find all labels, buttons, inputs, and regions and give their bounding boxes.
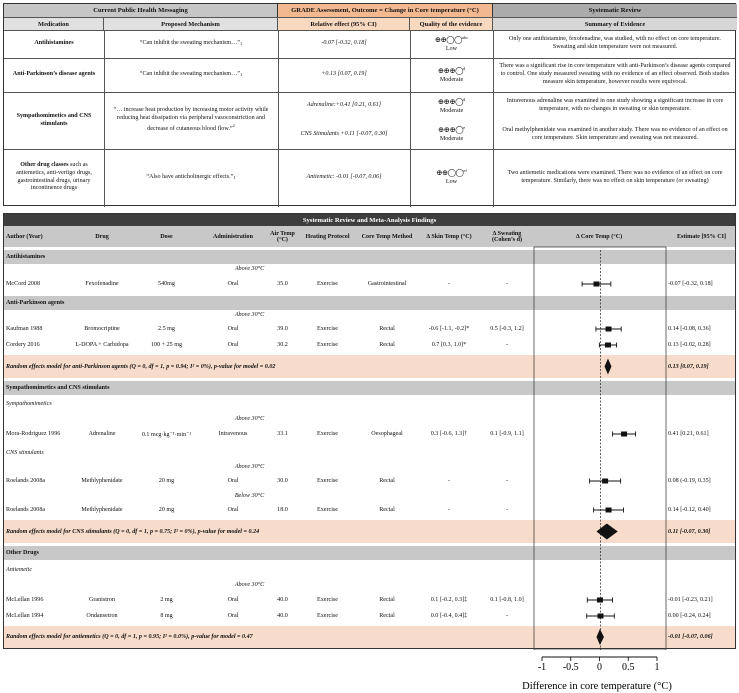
cell-admin: Oral bbox=[227, 507, 239, 513]
cell-air: 30.0 bbox=[277, 478, 288, 484]
temp-group: Below 30°C bbox=[234, 493, 265, 499]
temp-group: Above 30°C bbox=[234, 312, 265, 318]
table-row bbox=[4, 608, 735, 624]
cell-dose: 2 mg bbox=[160, 597, 173, 603]
cell-drug: L-DOPA + Carbidopa bbox=[75, 341, 129, 348]
table-row bbox=[4, 337, 735, 353]
temp-group: Above 30°C bbox=[234, 266, 265, 272]
col-method: Core Temp Method bbox=[361, 233, 413, 240]
cell-protocol: Exercise bbox=[317, 478, 338, 484]
temp-group: Above 30°C bbox=[234, 464, 265, 470]
col-core: Δ Core Temp (°C) bbox=[575, 233, 623, 240]
table-row bbox=[4, 425, 735, 443]
cell-method: Oesophageal bbox=[371, 431, 403, 437]
cell-estimate: 0.08 (-0.19, 0.35] bbox=[668, 478, 711, 484]
col-skin: Δ Skin Temp (°C) bbox=[426, 233, 472, 240]
cell-estimate: -0.01 [-0.23, 0.21] bbox=[668, 597, 713, 603]
cell-sweat: 0.1 [-0.9, 1.1] bbox=[490, 431, 524, 437]
cell-admin: Intravenous bbox=[218, 431, 248, 437]
row-effect: -0.07 [-0.32, 0.18] bbox=[321, 40, 367, 47]
cell-method: Rectal bbox=[379, 613, 395, 619]
cell-drug: Fexofenadine bbox=[85, 281, 119, 287]
cell-sweat: - bbox=[505, 478, 509, 484]
cell-author: Cordery 2016 bbox=[6, 342, 40, 348]
x-tick-label: 0.5 bbox=[622, 662, 635, 673]
cell-protocol: Exercise bbox=[317, 613, 338, 619]
section-sympathomimetics: Sympathomimetics and CNS stimulants bbox=[4, 381, 735, 395]
x-axis-label: Difference in core temperature (°C) bbox=[522, 681, 672, 692]
table-row bbox=[4, 592, 735, 608]
row-quality: ⊕⊕◯◯$^{ef}$ Low bbox=[436, 168, 467, 186]
cell-air: 30.2 bbox=[277, 342, 288, 348]
row-medication: Anti-Parkinson’s disease agents bbox=[12, 71, 96, 78]
cell-skin: - bbox=[447, 478, 451, 484]
cell-dose: 20 mg bbox=[158, 478, 175, 484]
row-summary-adrenaline: Intravenous adrenaline was examined in one study showing a significant increase in core temperature, with no changes in sweating or skin temperature. bbox=[506, 98, 724, 112]
random-effects-estimate: 0.13 [0.07, 0.19] bbox=[668, 363, 709, 370]
col-dose: Dose bbox=[160, 233, 173, 240]
section-antihistamines: Antihistamines bbox=[4, 250, 735, 264]
row-quality-adrenaline: ⊕⊕⊕◯$^d$ Moderate bbox=[437, 96, 466, 114]
cell-protocol: Exercise bbox=[317, 281, 338, 287]
row-medication: Antihistamines bbox=[34, 40, 74, 47]
cell-drug: Bromocriptine bbox=[84, 326, 120, 332]
cell-admin: Oral bbox=[227, 613, 239, 619]
cell-skin: 0.3 [-0.6, 1.3]† bbox=[430, 431, 468, 437]
meta-title: Systematic Review and Meta-Analysis Findings bbox=[4, 214, 735, 226]
subgroup-label: CNS stimulants bbox=[6, 450, 44, 456]
cell-dose: 20 mg bbox=[158, 507, 175, 513]
temp-group: Above 30°C bbox=[234, 582, 265, 588]
col-protocol: Heating Protocol bbox=[305, 233, 350, 240]
table-row bbox=[4, 275, 735, 293]
x-tick-label: -1 bbox=[537, 662, 547, 673]
cell-estimate: 0.00 [-0.24, 0.24] bbox=[668, 613, 711, 619]
row-summary: There was a significant rise in core temperature with anti-Parkinson’s disease agents compared to control. One study measured sweating with no evidence of an effect observed. Both studies measure skin temperature, however results were equivocal. bbox=[499, 63, 731, 85]
cell-protocol: Exercise bbox=[317, 431, 338, 437]
cell-drug: Ondansetron bbox=[86, 613, 118, 619]
section-other-drugs: Other Drugs bbox=[4, 546, 735, 560]
x-tick-label: 1 bbox=[654, 662, 660, 673]
row-effect: +0.13 [0.07, 0.19] bbox=[321, 71, 367, 78]
cell-air: 33.1 bbox=[277, 431, 288, 437]
col-admin: Administration bbox=[213, 233, 253, 240]
grade-summary-table bbox=[3, 3, 736, 206]
row-effect-cns: CNS Stimulants +0.11 [-0.07, 0.30] bbox=[300, 130, 388, 137]
cell-admin: Oral bbox=[227, 478, 239, 484]
col-author: Author (Year) bbox=[6, 233, 43, 240]
col-drug: Drug bbox=[95, 233, 109, 240]
cell-skin: -0.6 [-1.1, -0.2]* bbox=[428, 326, 470, 332]
cell-dose: 0.1 mcg·kg⁻¹·min⁻¹ bbox=[141, 431, 192, 438]
cell-sweat: - bbox=[505, 342, 509, 348]
row-quality-cns: ⊕⊕⊕◯$^e$ Moderate bbox=[437, 125, 466, 143]
cell-sweat: - bbox=[505, 613, 509, 619]
cell-estimate: -0.07 [-0.32, 0.18] bbox=[668, 281, 713, 287]
subgroup-label: Antiemetic bbox=[6, 567, 33, 573]
cell-author: Kaufman 1988 bbox=[6, 326, 43, 332]
random-effects-estimate: 0.11 [-0.07, 0.30] bbox=[668, 528, 711, 535]
random-effects-label: Random effects model for anti-Parkinson agents (Q = 0, df = 1, p = 0.94; I² = 0%), p-value for model = 0.02 bbox=[6, 363, 276, 370]
cell-skin: - bbox=[447, 507, 451, 513]
row-medication: Other drug classes such as antiemetics, anti-vertigo drugs, gastrointestinal drugs, urinary incontinence drugs bbox=[16, 161, 92, 192]
random-effects-label: Random effects model for antiemetics (Q = 0, df = 1, p = 0.95; I² = 0.0%), p-value for model = 0.47 bbox=[6, 634, 253, 640]
cell-skin: 0.7 [0.3, 1.0]* bbox=[431, 342, 467, 348]
column-header-row bbox=[4, 226, 735, 247]
random-effects-row bbox=[4, 355, 735, 378]
table-row bbox=[4, 473, 735, 489]
cell-skin: 0.1 [-0.2, 0.3]‡ bbox=[430, 597, 468, 603]
row-summary-cns: Oral methylphenidate was examined in another study. There was no evidence of an effect on core temperature. Skin temperature and sweating was not measured. bbox=[502, 126, 728, 141]
cell-drug: Granistron bbox=[88, 597, 116, 603]
cell-skin: 0.0 [-0.4, 0.4]‡ bbox=[430, 613, 468, 619]
row-effect: Antiemetic: -0.01 [-0.07, 0.06] bbox=[306, 173, 382, 180]
random-effects-row bbox=[4, 626, 735, 648]
subheader-quality: Quality of the evidence bbox=[410, 17, 493, 30]
row-mechanism: “… increase heat production by increasing motor activity while reducing heat dissipation via peripheral vasoconstriction and decrease of cutaneous blood flow.”$^2$ bbox=[113, 107, 269, 132]
cell-air: 40.0 bbox=[277, 613, 288, 619]
cell-admin: Oral bbox=[227, 326, 239, 332]
cell-estimate: 0.41 [0.21, 0.61] bbox=[668, 431, 709, 437]
col-air: Air Temp (°C) bbox=[270, 230, 295, 243]
cell-drug: Adrenaline bbox=[88, 431, 116, 437]
cell-author: Roelands 2008a bbox=[6, 507, 46, 513]
cell-author: McCord 2008 bbox=[6, 281, 41, 287]
cell-method: Rectal bbox=[379, 597, 395, 603]
row-summary: Only one antihistamine, fexofenadine, was studied, with no effect on core temperature. Sweating and skin temperature were not measured. bbox=[509, 36, 721, 50]
cell-sweat: - bbox=[505, 507, 509, 513]
table-row bbox=[4, 502, 735, 518]
cell-dose: 100 + 25 mg bbox=[150, 342, 183, 348]
row-mechanism: “Can inhibit the sweating mechanism…” 1 bbox=[139, 40, 243, 47]
cell-protocol: Exercise bbox=[317, 342, 338, 348]
col-estimate: Estimate [95% CI] bbox=[676, 233, 727, 240]
cell-method: Rectal bbox=[379, 342, 395, 348]
cell-protocol: Exercise bbox=[317, 507, 338, 513]
header-grade: GRADE Assessment, Outcome = Change in Core temperature (°C) bbox=[278, 4, 493, 17]
cell-admin: Oral bbox=[227, 597, 239, 603]
cell-method: Rectal bbox=[379, 326, 395, 332]
cell-admin: Oral bbox=[227, 281, 239, 287]
random-effects-row bbox=[4, 520, 735, 543]
temp-group: Above 30°C bbox=[234, 416, 265, 422]
cell-estimate: 0.14 [-0.12, 0.40] bbox=[668, 507, 711, 513]
cell-air: 40.0 bbox=[277, 597, 288, 603]
cell-author: Mora-Rodriguez 1996 bbox=[6, 431, 61, 437]
row-quality: ⊕⊕⊕◯$^d$ Moderate bbox=[437, 65, 466, 83]
cell-air: 18.0 bbox=[277, 507, 288, 513]
cell-author: McLellan 1996 bbox=[6, 597, 44, 603]
cell-dose: 540mg bbox=[158, 281, 175, 287]
section-antiparkinson: Anti-Parkinson agents bbox=[4, 296, 735, 310]
row-summary: Two antiemetic medications were examined. There was no evidence of an effect on core temperature. Similarly, there was no effect on skin temperature (or sweating) bbox=[507, 169, 723, 184]
cell-dose: 2.5 mg bbox=[158, 326, 175, 332]
subheader-mechanism: Proposed Mechanism bbox=[104, 17, 278, 30]
subheader-summary: Summary of Evidence bbox=[493, 17, 737, 30]
col-sweat: Δ Sweating (Cohen’s d) bbox=[491, 230, 523, 243]
row-quality: ⊕⊕◯◯$^{abc}$ Low bbox=[434, 34, 469, 52]
cell-author: Roelands 2008a bbox=[6, 478, 46, 484]
subgroup-label: Sympathomimetics bbox=[6, 401, 52, 407]
cell-air: 35.0 bbox=[277, 281, 288, 287]
row-medication: Sympathomimetics and CNS stimulants bbox=[16, 112, 92, 127]
random-effects-estimate: -0.01 [-0.07, 0.06] bbox=[668, 634, 713, 640]
cell-dose: 8 mg bbox=[160, 613, 173, 619]
cell-method: Rectal bbox=[379, 507, 395, 513]
x-tick-label: -0.5 bbox=[562, 662, 579, 673]
cell-method: Rectal bbox=[379, 478, 395, 484]
random-effects-label: Random effects model for CNS stimulants (Q = 0, df = 1, p = 0.75; I² = 0%), p-value for model = 0.24 bbox=[6, 528, 260, 535]
row-mechanism: “Can inhibit the sweating mechanism…” 1 bbox=[139, 71, 243, 78]
header-messaging: Current Public Health Messaging bbox=[4, 4, 278, 17]
meta-analysis-table bbox=[3, 213, 736, 649]
cell-author: McLellan 1994 bbox=[6, 613, 44, 619]
header-review: Systematic Review bbox=[493, 4, 737, 17]
row-mechanism: “Also have anticholinergic effects.” 1 bbox=[146, 173, 236, 180]
cell-admin: Oral bbox=[227, 342, 239, 348]
cell-protocol: Exercise bbox=[317, 326, 338, 332]
cell-sweat: - bbox=[505, 281, 509, 287]
cell-skin: - bbox=[447, 281, 451, 287]
cell-sweat: 0.1 [-0.8, 1.0] bbox=[490, 597, 524, 603]
cell-sweat: 0.5 [-0.3, 1.2] bbox=[490, 326, 524, 332]
subheader-medication: Medication bbox=[4, 17, 104, 30]
cell-estimate: 0.13 [-0.02, 0.28] bbox=[668, 342, 711, 348]
cell-estimate: 0.14 [-0.08, 0.36] bbox=[668, 326, 711, 332]
cell-drug: Methlyphenidate bbox=[81, 477, 123, 484]
table-row bbox=[4, 321, 735, 337]
cell-drug: Methlyphenidate bbox=[81, 506, 123, 513]
subheader-effect: Relative effect (95% CI) bbox=[278, 17, 410, 30]
cell-method: Gastrointestinal bbox=[367, 281, 407, 287]
row-effect-adrenaline: Adrenaline:+0.41 [0.21, 0.61] bbox=[306, 102, 382, 109]
cell-protocol: Exercise bbox=[317, 597, 338, 603]
cell-air: 39.0 bbox=[277, 326, 288, 332]
x-tick-label: 0 bbox=[597, 662, 602, 673]
